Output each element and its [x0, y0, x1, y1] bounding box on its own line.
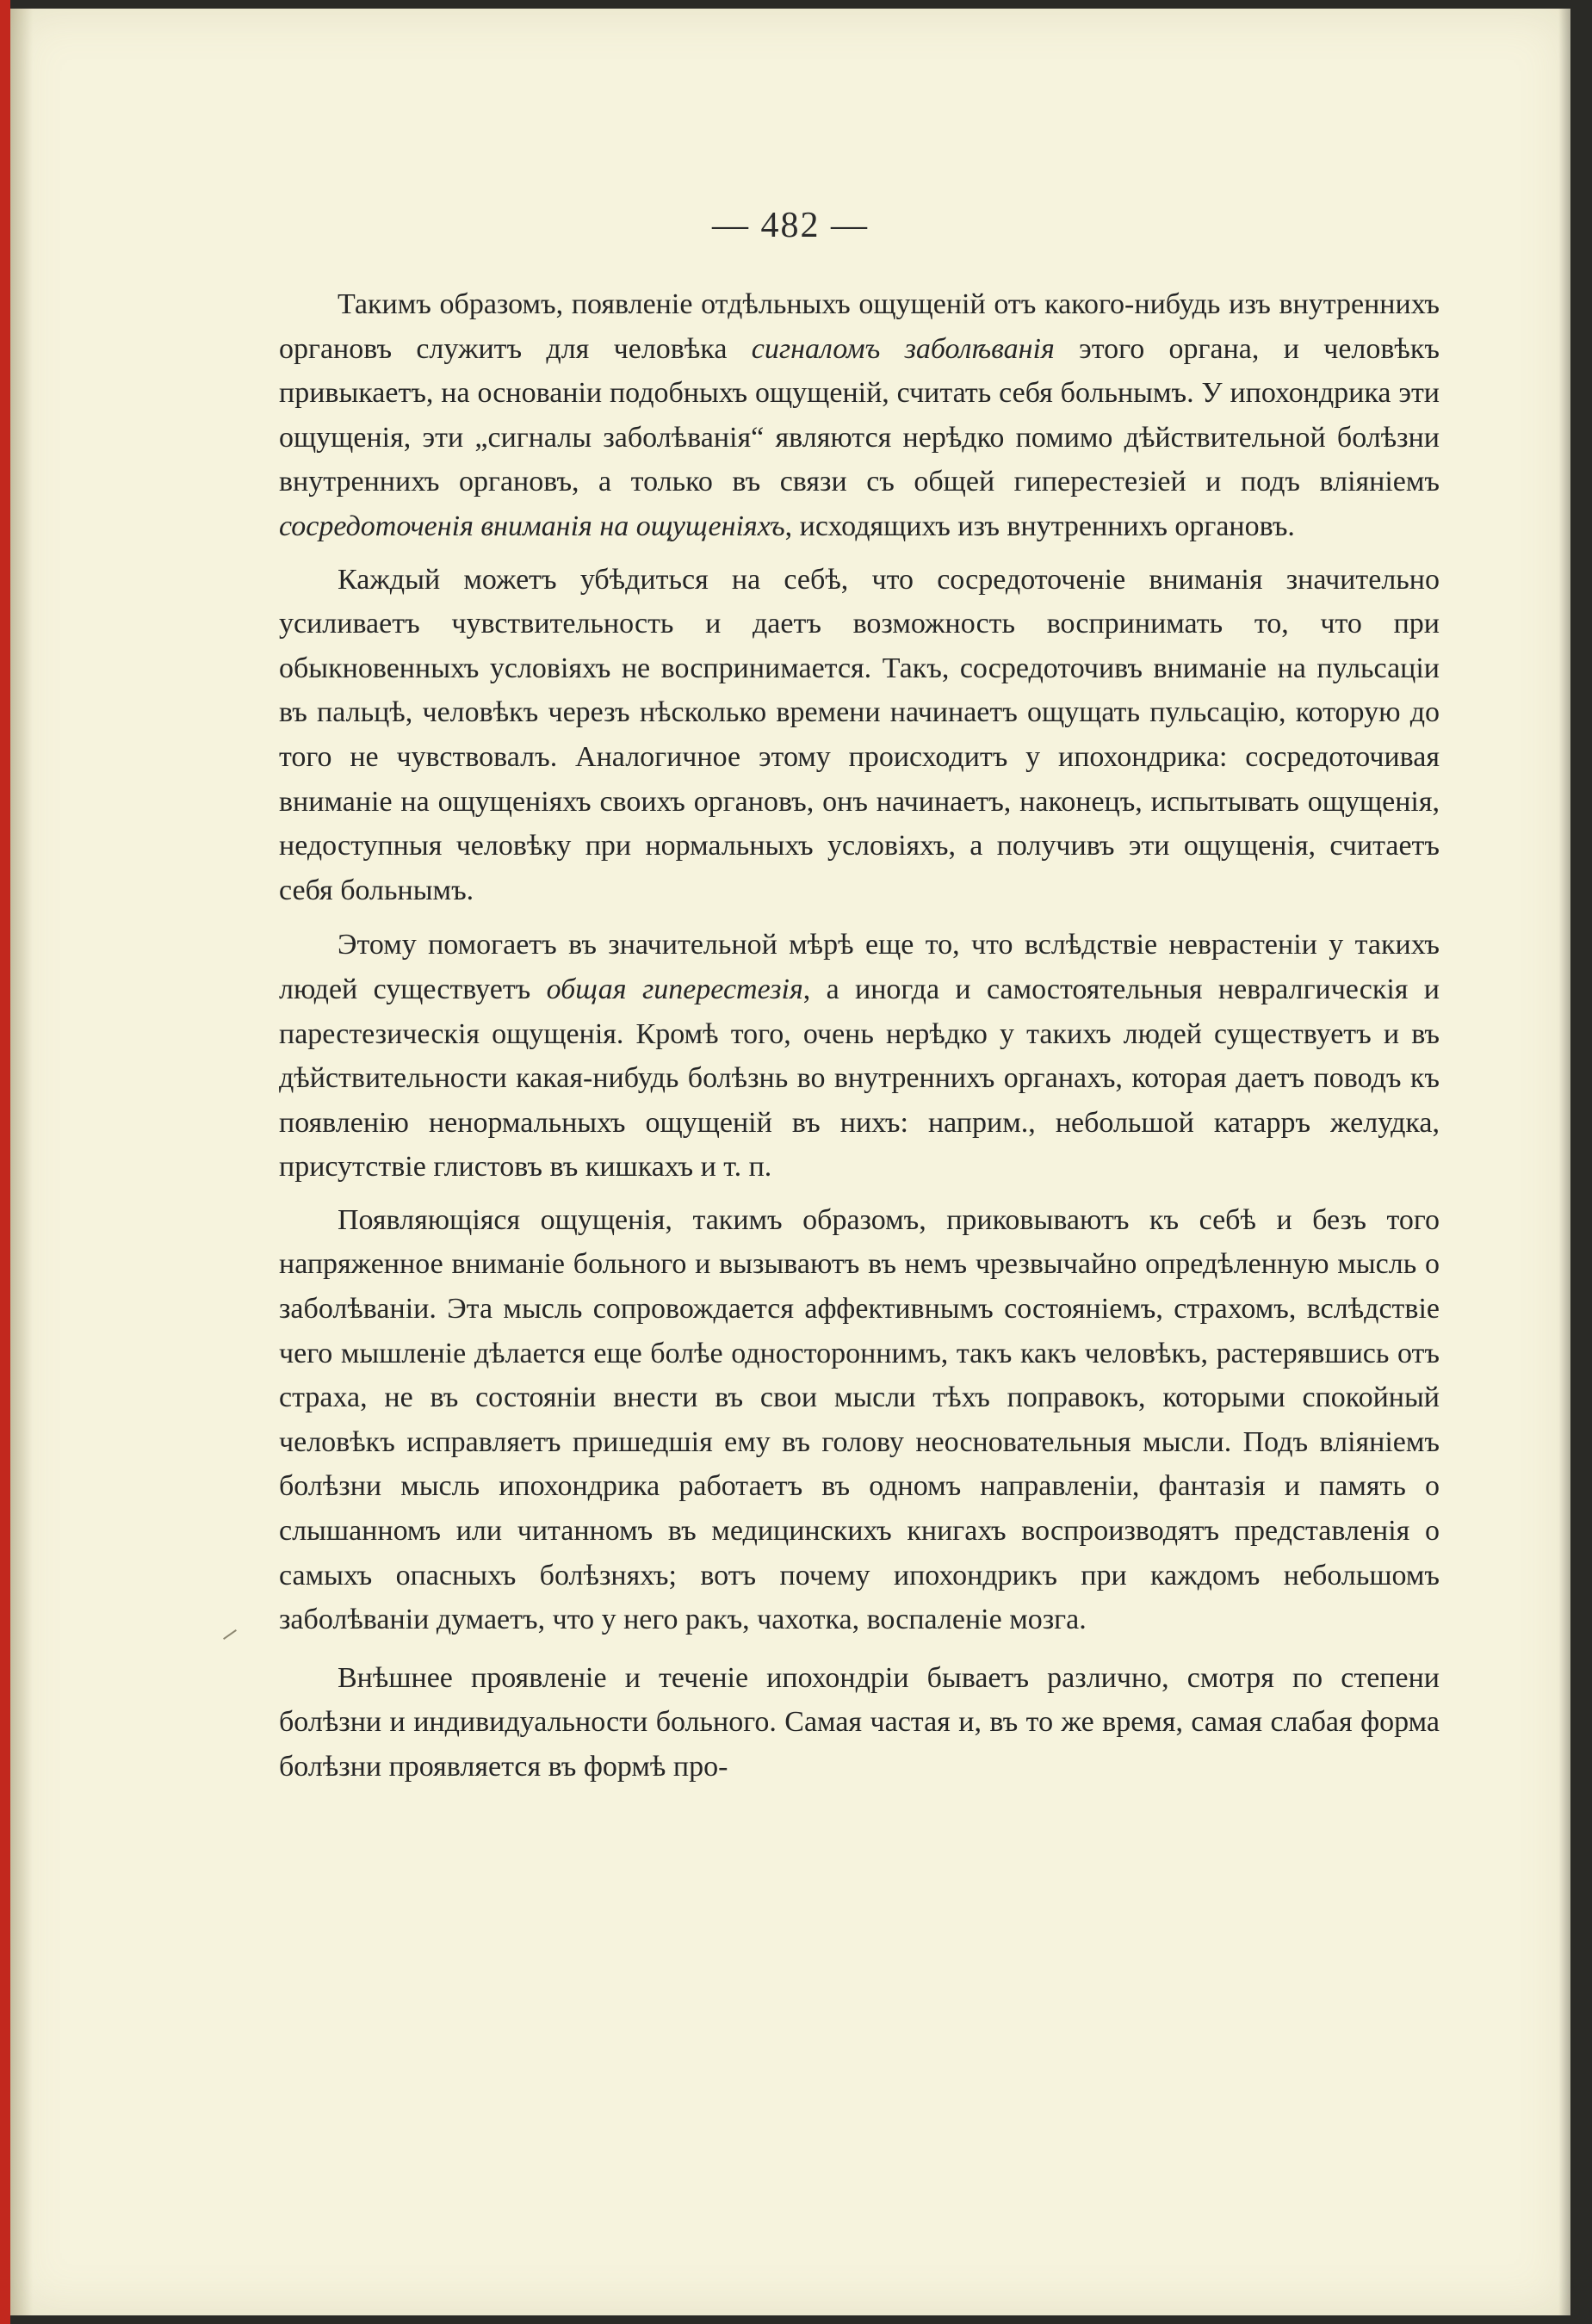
spine-shadow	[10, 9, 33, 2315]
text-run: Появляющіяся ощущенія, такимъ образомъ, приковываютъ къ себѣ и безъ того напряженное вниманіе больного и вызываютъ въ немъ чрезвычайно опредѣленную мысль о заболѣваніи. Эта мысль сопровождается аффективнымъ состояніемъ, страхомъ, вслѣдствіе чего мышленіе дѣлается еще болѣе одностороннимъ, такъ какъ человѣкъ, растерявшись отъ страха, не въ состояніи внести въ свои мысли тѣхъ поправокъ, которыми спокойный человѣкъ исправляетъ пришедшія ему въ голову неосновательныя мысли. Подъ вліяніемъ болѣзни мысль ипохондрика работаетъ въ одномъ направленіи, фантазія и память о слышанномъ или читанномъ въ медицинскихъ книгахъ воспроизводятъ представленія о самыхъ опасныхъ болѣзняхъ; вотъ почему ипохондрикъ при каждомъ небольшомъ заболѣваніи думаетъ, что у него ракъ, чахотка, воспаленіе мозга.	[279, 1203, 1440, 1636]
text-run: Такимъ образомъ, появленіе отдѣльныхъ ощущеній отъ какого-нибудь изъ внутреннихъ органовъ служитъ для человѣка	[279, 288, 1440, 365]
paragraph	[279, 1198, 1440, 1642]
paragraph	[279, 282, 1440, 549]
text-run: этого органа, и человѣкъ привыкаетъ, на основаніи подобныхъ ощущеній, считать себя больнымъ. У ипохондрика эти ощущенія, эти „сигналы заболѣванія“ являются нерѣдко помимо дѣйствительной болѣзни внутреннихъ органовъ, а только въ связи съ общей гиперестезіей и подъ вліяніемъ	[279, 332, 1440, 498]
text-run: , а иногда и самостоятельныя невралгическія и парестезическія ощущенія. Кромѣ того, очень нерѣдко у такихъ людей существуетъ и въ дѣйствительности какая-нибудь болѣзнь во внутреннихъ органахъ, которая даетъ поводъ къ появленію ненормальныхъ ощущеній въ нихъ: наприм., небольшой катарръ желудка, присутствіе глистовъ въ кишкахъ и т. п.	[279, 973, 1440, 1184]
paper-speck	[223, 1629, 237, 1640]
text-run: Каждый можетъ убѣдиться на себѣ, что сосредоточеніе вниманія значительно усиливаетъ чувствительность и даетъ возможность воспринимать то, что при обыкновенныхъ условіяхъ не воспринимается. Такъ, сосредоточивъ вниманіе на пульсаціи въ пальцѣ, человѣкъ черезъ нѣсколько времени начинаетъ ощущать пульсацію, которую до того не чувствовалъ. Аналогичное этому происходитъ у ипохондрика: сосредоточивая вниманіе на ощущеніяхъ своихъ органовъ, онъ начинаетъ, наконецъ, испытывать ощущенія, недоступныя человѣку при нормальныхъ условіяхъ, а получивъ эти ощущенія, считаетъ себя больнымъ.	[279, 563, 1440, 906]
italic-run: сосредоточенія вниманія на ощущеніяхъ	[279, 510, 785, 542]
paragraph	[279, 558, 1440, 913]
paragraph	[279, 1656, 1440, 1789]
text-run: , исходящихъ изъ внутреннихъ органовъ.	[784, 510, 1295, 542]
scan-edge	[0, 0, 10, 2324]
italic-run: общая гиперестезія	[546, 973, 803, 1005]
body-text	[279, 282, 1440, 1798]
paragraph	[279, 923, 1440, 1190]
page-number: — 482 —	[712, 206, 869, 245]
text-run: Внѣшнее проявленіе и теченіе ипохондріи бываетъ различно, смотря по степени болѣзни и индивидуальности больного. Самая частая и, въ то же время, самая слабая форма болѣзни проявляется въ формѣ про-	[279, 1661, 1440, 1783]
text-run: Этому помогаетъ въ значительной мѣрѣ еще то, что вслѣдствіе неврастеніи у такихъ людей существуетъ	[279, 929, 1440, 1005]
page-edge-shadow	[1558, 9, 1570, 2315]
italic-run: сигналомъ заболѣванія	[751, 332, 1055, 365]
book-page	[10, 9, 1570, 2315]
